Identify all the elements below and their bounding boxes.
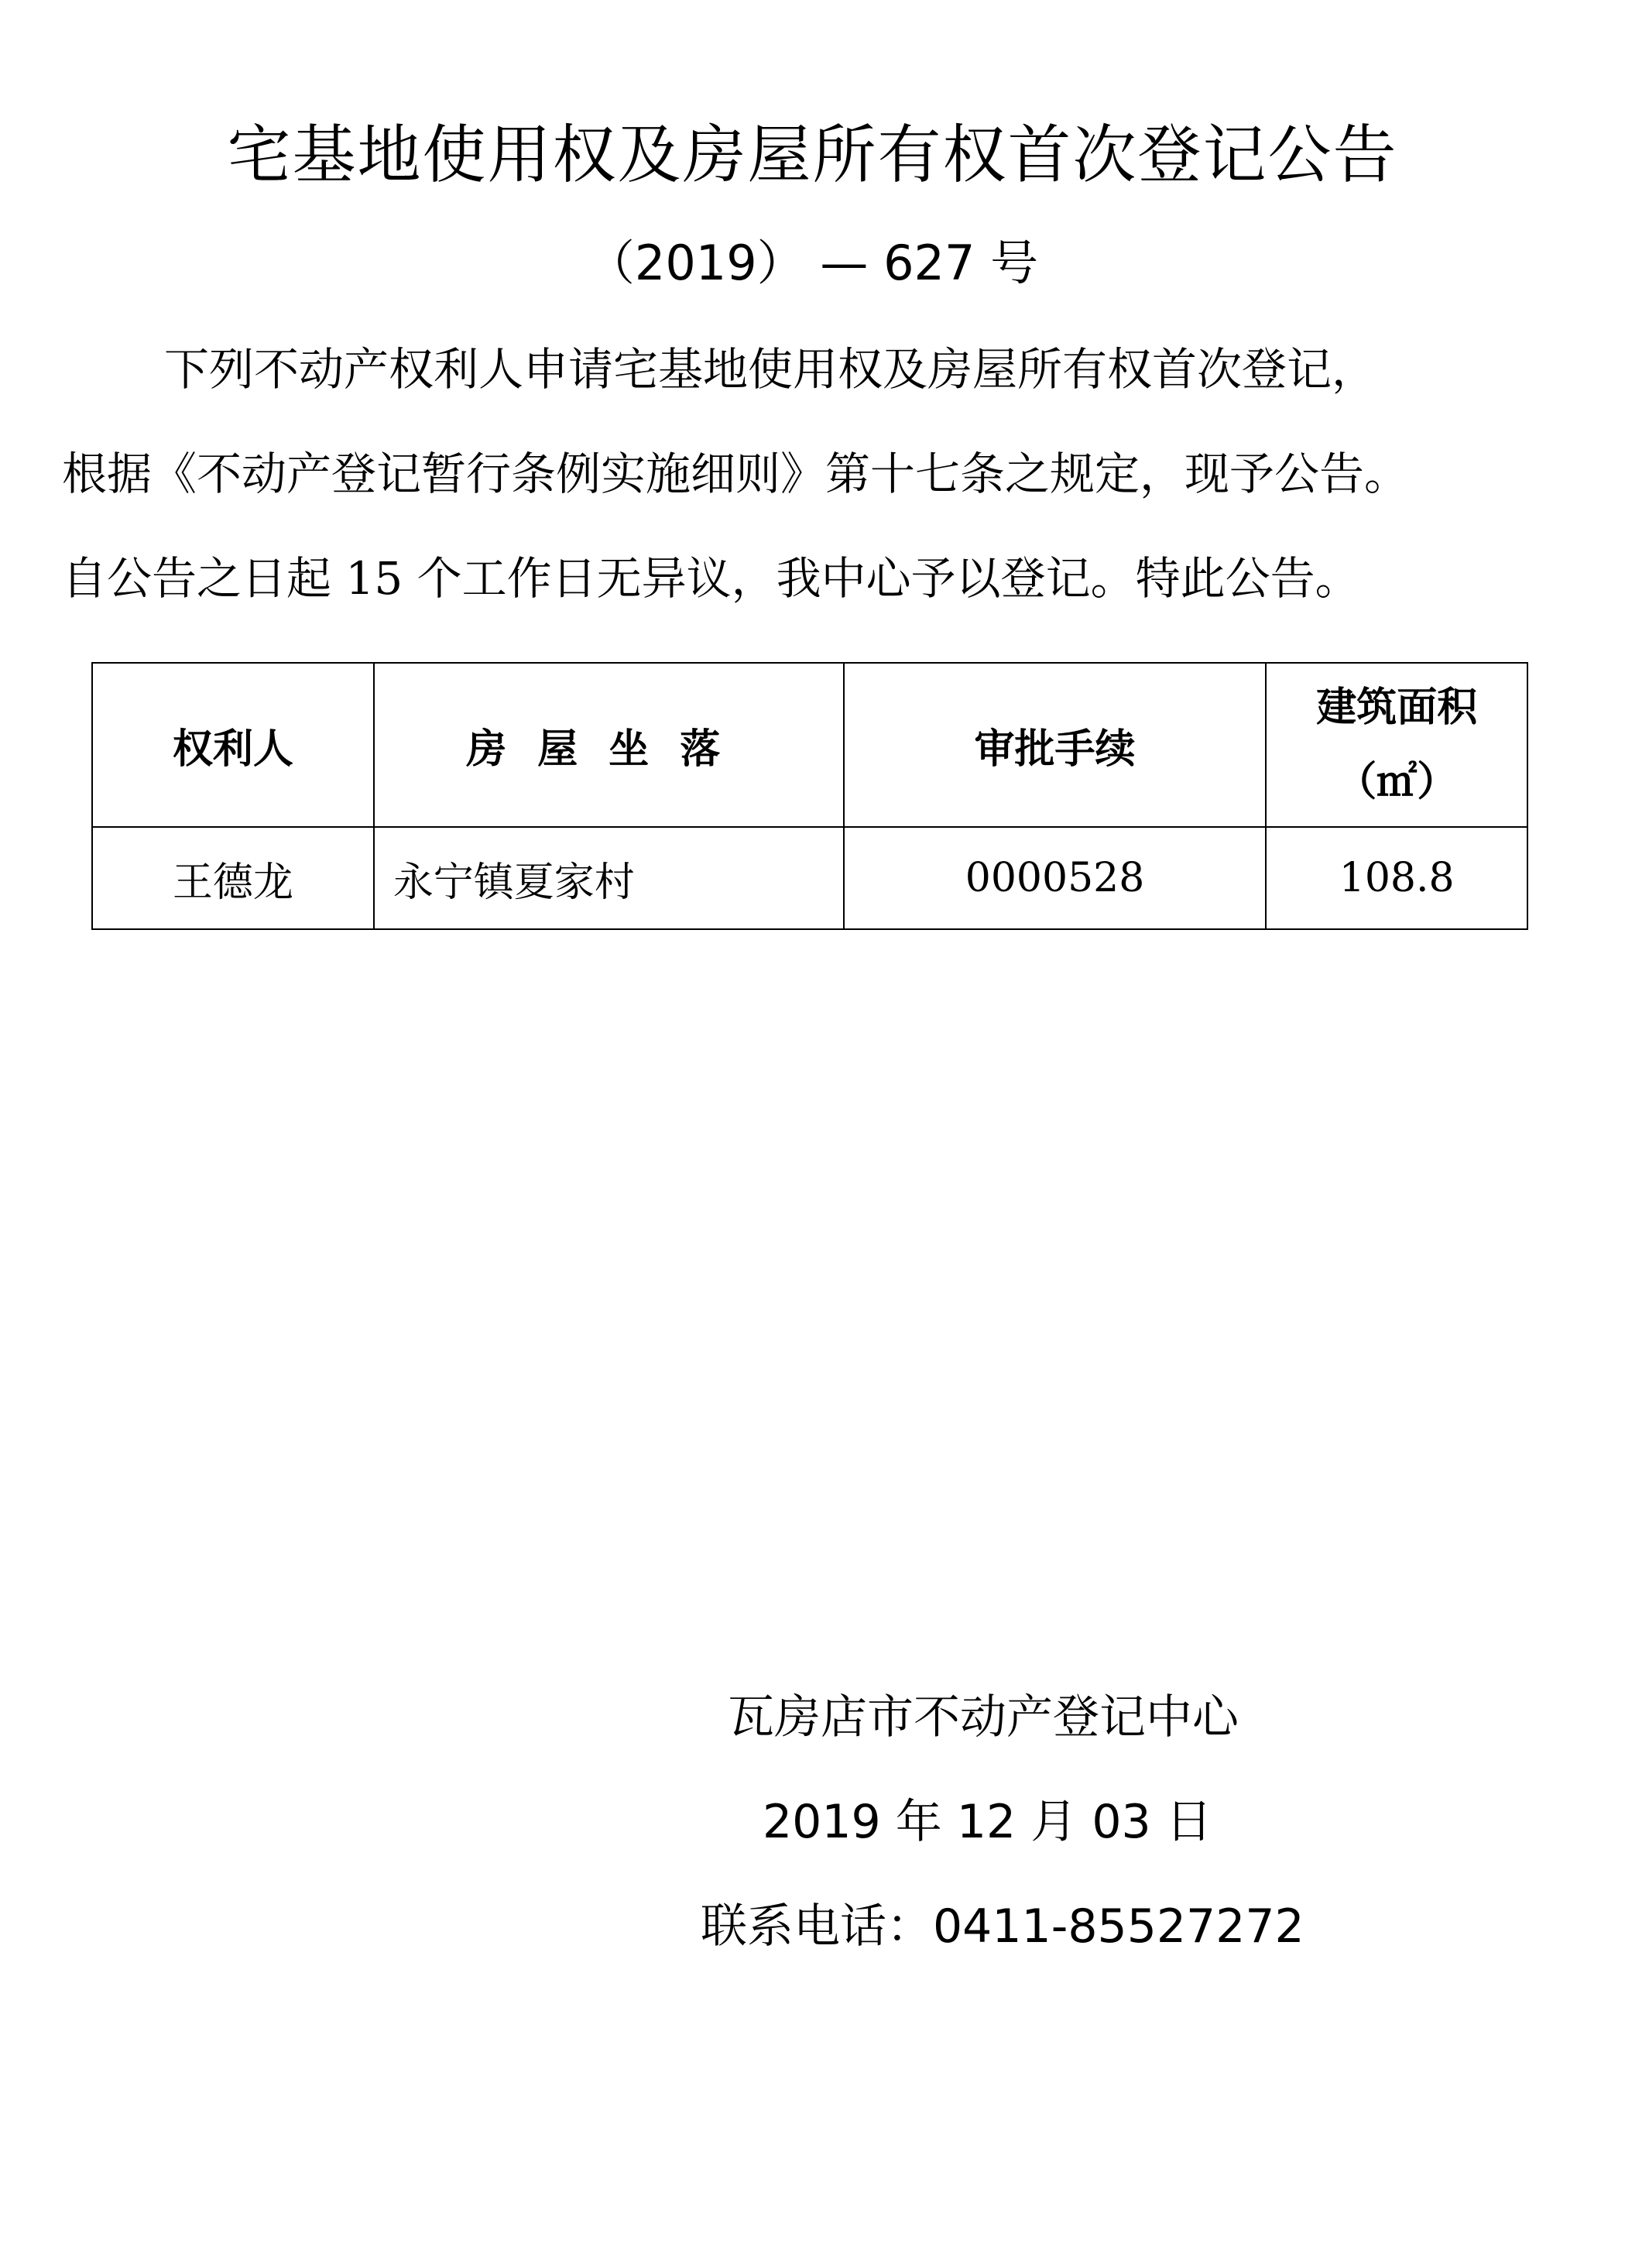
- cell-approval: 0000528: [844, 827, 1267, 929]
- cell-holder: 王德龙: [92, 827, 374, 929]
- cell-area: 108.8: [1266, 827, 1527, 929]
- header-approval: 审批手续: [844, 663, 1267, 827]
- notice-paragraph-line-1: 下列不动产权利人申请宅基地使用权及房屋所有权首次登记，: [164, 343, 1377, 396]
- notice-title: 宅基地使用权及房屋所有权首次登记公告: [227, 118, 1398, 192]
- header-area-line-1: 建筑面积: [1316, 684, 1478, 731]
- notice-paragraph-line-2: 根据《不动产登记暂行条例实施细则》第十七条之规定，现予公告。: [62, 448, 1410, 500]
- footer-phone: 联系电话：0411-85527272: [701, 1899, 1304, 1954]
- header-holder: 权利人: [92, 663, 374, 827]
- registration-table: [91, 662, 1528, 930]
- header-area-line-2: （㎡）: [1336, 758, 1458, 805]
- notice-number: （2019） — 627 号: [586, 235, 1039, 291]
- table-row: [92, 827, 1527, 929]
- notice-paragraph-line-3: 自公告之日起 15 个工作日无异议，我中心予以登记。特此公告。: [62, 552, 1360, 605]
- table-body: [92, 827, 1527, 929]
- cell-location: 永宁镇夏家村: [374, 827, 844, 929]
- header-location: 房屋坐落: [374, 663, 844, 827]
- table-header: [92, 663, 1527, 827]
- footer-organization: 瓦房店市不动产登记中心: [728, 1690, 1239, 1745]
- header-area: [1266, 663, 1527, 827]
- footer-date: 2019 年 12 月 03 日: [763, 1795, 1212, 1849]
- table-header-row: [92, 663, 1527, 827]
